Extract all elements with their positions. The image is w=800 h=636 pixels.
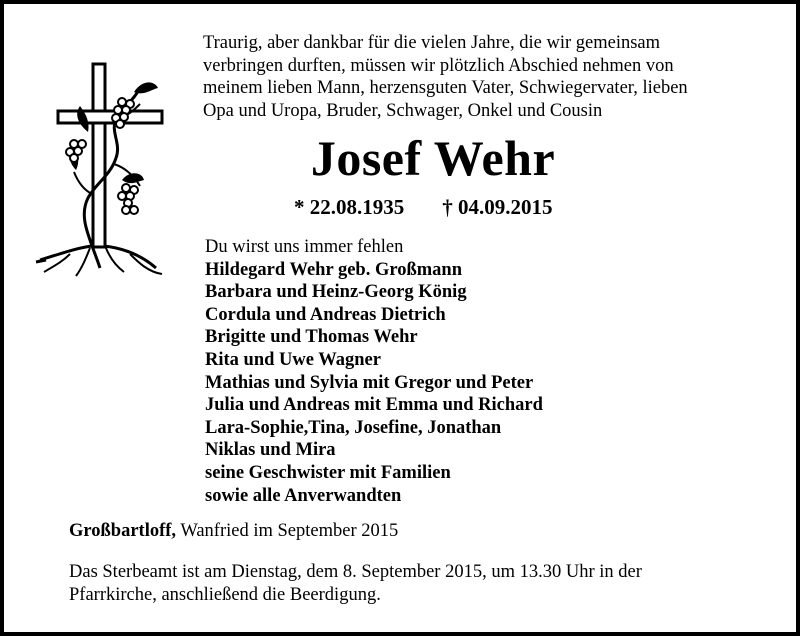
- intro-line: Traurig, aber dankbar für die vielen Jahre, die wir gemeinsam: [203, 33, 661, 53]
- death-date: † 04.09.2015: [442, 195, 553, 219]
- birth-date: * 22.08.1935: [294, 195, 405, 219]
- mourner-entry: Brigitte und Thomas Wehr: [205, 327, 418, 348]
- mourner-entry: Barbara und Heinz-Georg König: [205, 282, 467, 303]
- mourner-entry: Niklas und Mira: [205, 440, 336, 461]
- mourner-entry: sowie alle Anverwandten: [205, 485, 402, 506]
- place-rest: Wanfried im September 2015: [176, 521, 399, 541]
- mourner-entry: Hildegard Wehr geb. Großmann: [205, 259, 462, 280]
- life-dates: [294, 193, 553, 221]
- intro-text: [203, 32, 783, 122]
- notice-line: Pfarrkirche, anschließend die Beerdigung.: [69, 584, 381, 605]
- funeral-notice: [69, 561, 769, 606]
- mourner-entry: Lara-Sophie,Tina, Josefine, Jonathan: [205, 417, 502, 438]
- place-and-date: [69, 519, 398, 543]
- mourner-entry: Rita und Uwe Wagner: [205, 349, 381, 370]
- intro-line: Opa und Uropa, Bruder, Schwager, Onkel und Cousin: [203, 100, 603, 121]
- deceased-name: Josef Wehr: [310, 130, 556, 186]
- mourner-entry: Mathias und Sylvia mit Gregor und Peter: [205, 372, 534, 393]
- mourners-list: [205, 236, 765, 507]
- place-town: Großbartloff,: [69, 521, 177, 541]
- mourners-lead: Du wirst uns immer fehlen: [205, 237, 404, 257]
- mourner-entry: Cordula und Andreas Dietrich: [205, 304, 446, 325]
- intro-line: verbringen durften, müssen wir plötzlich Abschied nehmen von: [203, 55, 674, 76]
- notice-line: Das Sterbeamt ist am Dienstag, dem 8. September 2015, um 13.30 Uhr in der: [69, 562, 642, 582]
- mourner-entry: Julia und Andreas mit Emma und Richard: [205, 395, 543, 416]
- intro-line: meinem lieben Mann, herzensguten Vater, Schwiegervater, lieben: [203, 78, 688, 98]
- mourner-entry: seine Geschwister mit Familien: [205, 462, 451, 483]
